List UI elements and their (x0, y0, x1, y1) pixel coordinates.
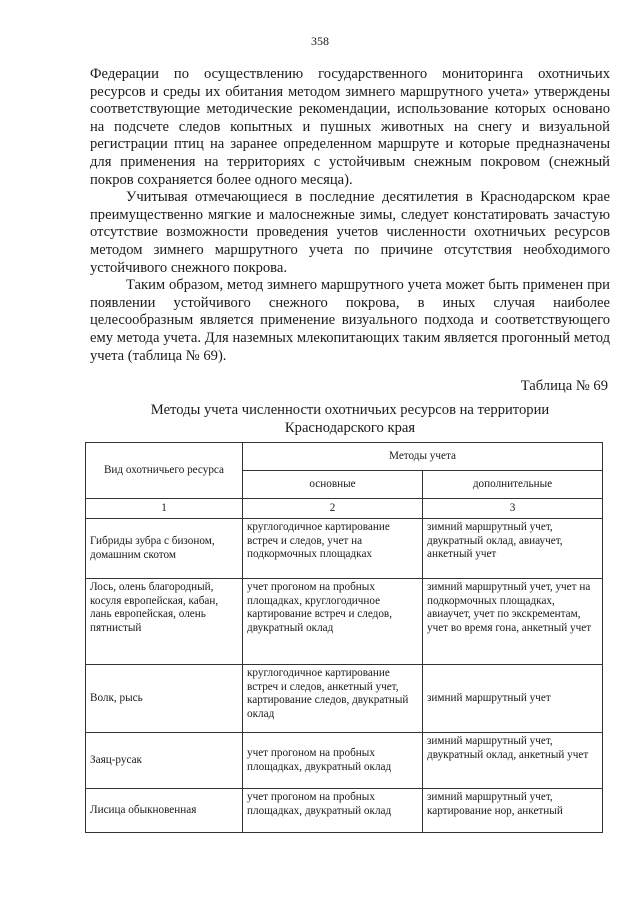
cell-resource: Лось, олень благородный, косуля европейская, кабан, лань европейская, олень пятнистый (86, 579, 243, 665)
header-methods: Методы учета (243, 443, 603, 471)
header-main: основные (243, 471, 423, 499)
cell-resource: Гибриды зубра с бизоном, домашним скотом (86, 519, 243, 579)
cell-main: круглогодичное картирование встреч и следов, учет на подкормочных площадках (243, 519, 423, 579)
cell-main: круглогодичное картирование встреч и следов, анкетный учет, картирование следов, двукратный оклад (243, 665, 423, 733)
table-header-row (86, 443, 603, 471)
column-number: 1 (86, 499, 243, 519)
cell-additional: зимний маршрутный учет, учет на подкормочных площадках, авиаучет, учет по экскрементам, учет во время гона, анкетный учет (423, 579, 603, 665)
cell-additional: зимний маршрутный учет, двукратный оклад, анкетный учет (423, 733, 603, 789)
cell-main: учет прогоном на пробных площадках, двукратный оклад (243, 733, 423, 789)
cell-additional: зимний маршрутный учет, картирование нор, анкетный (423, 789, 603, 833)
cell-main: учет прогоном на пробных площадках, круглогодичное картирование встреч и следов, двукратный оклад (243, 579, 423, 665)
cell-resource: Волк, рысь (86, 665, 243, 733)
column-number: 3 (423, 499, 603, 519)
table-row (86, 519, 603, 579)
column-numbers-row (86, 499, 603, 519)
cell-additional: зимний маршрутный учет, двукратный оклад, авиаучет, анкетный учет (423, 519, 603, 579)
page-number: 358 (311, 34, 329, 48)
column-number: 2 (243, 499, 423, 519)
header-additional: дополнительные (423, 471, 603, 499)
table-title (90, 402, 610, 437)
table-row (86, 665, 603, 733)
table-number: Таблица № 69 (520, 378, 608, 394)
cell-additional: зимний маршрутный учет (423, 665, 603, 733)
paragraph: Учитывая отмечающиеся в последние десятилетия в Краснодарском крае преимущественно мягкие и малоснежные зимы, следует констатировать зачастую отсутствие возможности проведения учетов численности охотничьих ресурсов методом зимнего маршрутного учета по причине отсутствия необходимого устойчивого снежного покрова. (90, 189, 610, 276)
table-row (86, 789, 603, 833)
table-title-line: Методы учета численности охотничьих ресурсов на территории (150, 402, 550, 418)
cell-main: учет прогоном на пробных площадках, двукратный оклад (243, 789, 423, 833)
table-row (86, 579, 603, 665)
table-row (86, 733, 603, 789)
header-resource: Вид охотничьего ресурса (86, 443, 243, 499)
table-title-line: Краснодарского края (284, 419, 416, 436)
cell-resource: Заяц-русак (86, 733, 243, 789)
cell-resource: Лисица обыкновенная (86, 789, 243, 833)
methods-table (85, 442, 603, 833)
body-text (90, 66, 610, 365)
paragraph: Таким образом, метод зимнего маршрутного учета может быть применен при появлении устойчивого снежного покрова, в иных случая наиболее целесообразным является применение визуального подхода и соответствующего ему метода учета. Для наземных млекопитающих таким является прогонный метод учета (таблица № 69). (90, 277, 610, 364)
paragraph: Федерации по осуществлению государственного мониторинга охотничьих ресурсов и среды их обитания методом зимнего маршрутного учета» утверждены соответствующие методические рекомендации, использование которых основано на подсчете следов копытных и пушных животных на снегу и визуальной регистрации птиц на заранее определенном маршруте и которые предназначены для применения на территориях с устойчивым снежным покровом (снежный покров сохраняется более одного месяца). (90, 66, 610, 188)
